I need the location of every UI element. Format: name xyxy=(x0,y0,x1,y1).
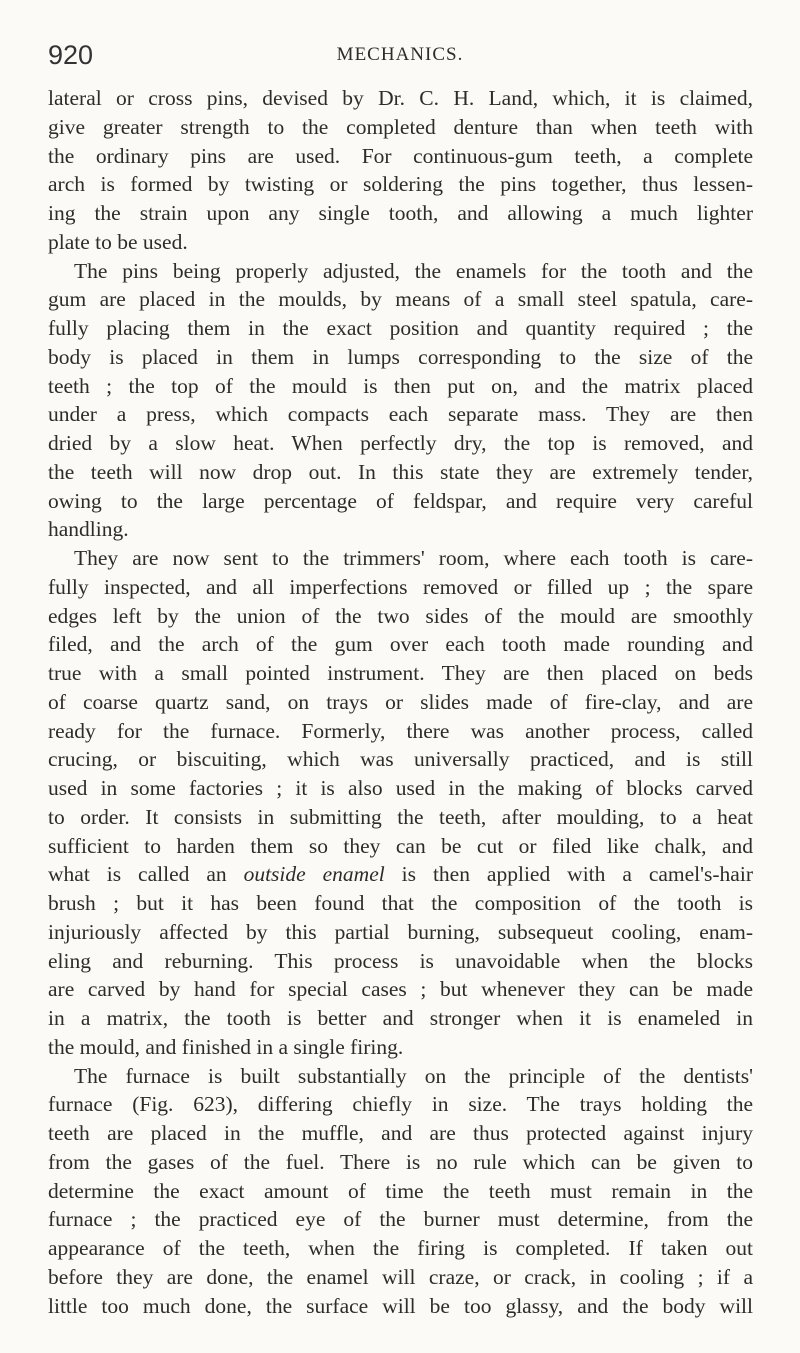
text-line: body is placed in them in lumps corresponding to the size of the xyxy=(48,344,753,369)
text-line: The pins being properly adjusted, the enamels for the tooth and the xyxy=(74,258,753,283)
italic-phrase: outside enamel xyxy=(243,862,385,887)
text-line: sufficient to harden them so they can be cut or filed like chalk, and xyxy=(48,833,753,858)
text-line: ing the strain upon any single tooth, and allowing a much lighter xyxy=(48,201,753,225)
text-line: fully placing them in the exact position and quantity required ; the xyxy=(48,316,753,340)
text-line: from the gases of the fuel. There is no rule which can be given to xyxy=(48,1149,753,1174)
text-span: is then applied with a camel's-hair xyxy=(384,862,753,887)
text-line: The furnace is built substantially on the principle of the dentists' xyxy=(74,1063,753,1088)
text-line: of coarse quartz sand, on trays or slides made of fire-clay, and are xyxy=(48,689,753,714)
text-line: fully inspected, and all imperfections removed or filled up ; the spare xyxy=(48,574,753,599)
text-line: give greater strength to the completed denture than when teeth with xyxy=(48,114,753,139)
text-line: lateral or cross pins, devised by Dr. C. H. Land, which, it is claimed, xyxy=(48,86,753,110)
text-line: the teeth will now drop out. In this state they are extremely tender, xyxy=(48,459,753,484)
text-line: used in some factories ; it is also used in the making of blocks carved xyxy=(48,776,753,800)
text-line: injuriously affected by this partial burning, subsequeut cooling, enam- xyxy=(48,919,753,944)
text-line: before they are done, the enamel will craze, or crack, in cooling ; if a xyxy=(48,1264,753,1289)
text-line: ready for the furnace. Formerly, there was another process, called xyxy=(48,718,753,743)
text-line: arch is formed by twisting or soldering the pins together, thus lessen- xyxy=(48,172,753,197)
text-line: eling and reburning. This process is unavoidable when the blocks xyxy=(48,948,753,973)
page-number: 920 xyxy=(48,40,94,70)
text-span: what is called an xyxy=(48,862,244,887)
text-line: gum are placed in the moulds, by means of a small steel spatula, care- xyxy=(48,287,753,312)
text-line: furnace ; the practiced eye of the burner must determine, from the xyxy=(48,1207,753,1232)
text-line: plate to be used. xyxy=(48,229,188,254)
text-line: teeth ; the top of the mould is then put on, and the matrix placed xyxy=(48,373,753,398)
text-line: true with a small pointed instrument. They are then placed on beds xyxy=(48,661,753,685)
text-line: little too much done, the surface will be too glassy, and the body will xyxy=(48,1293,753,1318)
text-line: crucing, or biscuiting, which was universally practiced, and is still xyxy=(48,747,753,772)
text-line: furnace (Fig. 623), differing chiefly in size. The trays holding the xyxy=(48,1092,753,1117)
text-line: handling. xyxy=(48,517,129,542)
text-line: teeth are placed in the muffle, and are thus protected against injury xyxy=(48,1121,753,1145)
text-line xyxy=(48,860,753,889)
text-line: determine the exact amount of time the teeth must remain in the xyxy=(48,1178,753,1203)
text-line: filed, and the arch of the gum over each tooth made rounding and xyxy=(48,632,753,657)
text-line: under a press, which compacts each separate mass. They are then xyxy=(48,402,753,427)
text-line: They are now sent to the trimmers' room, where each tooth is care- xyxy=(74,546,753,570)
text-line: to order. It consists in submitting the teeth, after moulding, to a heat xyxy=(48,804,753,829)
text-line: appearance of the teeth, when the firing is completed. If taken out xyxy=(48,1236,753,1260)
body-text xyxy=(48,84,753,1320)
text-line: the ordinary pins are used. For continuous-gum teeth, a complete xyxy=(48,143,753,168)
text-line: brush ; but it has been found that the composition of the tooth is xyxy=(48,891,753,915)
text-line: owing to the large percentage of feldspar, and require very careful xyxy=(48,488,753,513)
text-line: dried by a slow heat. When perfectly dry, the top is removed, and xyxy=(48,431,753,455)
text-line: edges left by the union of the two sides of the mould are smoothly xyxy=(48,603,753,628)
running-title: MECHANICS. xyxy=(336,44,464,65)
text-line: in a matrix, the tooth is better and stronger when it is enameled in xyxy=(48,1006,753,1030)
text-line: are carved by hand for special cases ; but whenever they can be made xyxy=(48,977,753,1002)
text-line: the mould, and finished in a single firing. xyxy=(48,1034,404,1059)
